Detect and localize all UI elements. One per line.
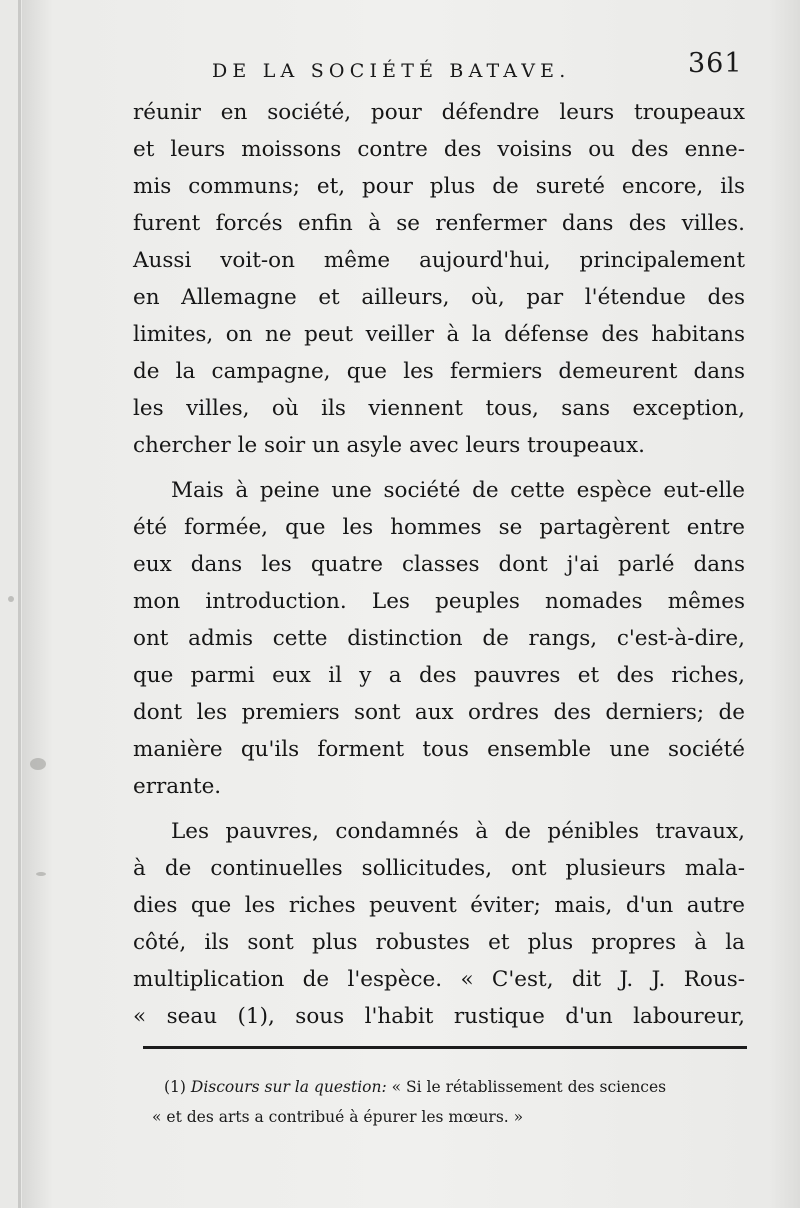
text-line: furent forcés enfin à se renfermer dans des villes. xyxy=(133,211,745,236)
page-number: 361 xyxy=(688,48,743,79)
running-head: DE LA SOCIÉTÉ BATAVE. xyxy=(212,60,571,82)
ink-smudge xyxy=(36,872,46,876)
text-line: côté, ils sont plus robustes et plus propres à la xyxy=(133,930,745,955)
footnote-rule xyxy=(143,1046,747,1049)
text-line: et leurs moissons contre des voisins ou des enne- xyxy=(133,137,745,162)
paragraph xyxy=(133,94,745,464)
text-line: chercher le soir un asyle avec leurs troupeaux. xyxy=(133,433,645,458)
text-line: limites, on ne peut veiller à la défense des habitans xyxy=(133,322,745,347)
footnote xyxy=(152,1072,754,1132)
footnote-text: « Si le rétablissement des sciences xyxy=(391,1078,667,1096)
text-line: dies que les riches peuvent éviter; mais, d'un autre xyxy=(133,893,745,918)
paragraph xyxy=(133,472,745,805)
text-line: « seau (1), sous l'habit rustique d'un laboureur, xyxy=(133,1004,745,1029)
text-line: multiplication de l'espèce. « C'est, dit J. J. Rous- xyxy=(133,967,745,992)
text-line: manière qu'ils forment tous ensemble une société xyxy=(133,737,745,762)
paragraph-gap xyxy=(133,464,745,472)
footnote-number: (1) xyxy=(164,1078,186,1096)
text-line: les villes, où ils viennent tous, sans exception, xyxy=(133,396,745,421)
text-line: en Allemagne et ailleurs, où, par l'étendue des xyxy=(133,285,745,310)
text-line: Aussi voit-on même aujourd'hui, principalement xyxy=(133,248,745,273)
footnote-line: « et des arts a contribué à épurer les mœurs. » xyxy=(152,1108,524,1126)
text-line: réunir en société, pour défendre leurs troupeaux xyxy=(133,100,745,125)
text-line: mis communs; et, pour plus de sureté encore, ils xyxy=(133,174,745,199)
paragraph xyxy=(133,813,745,1035)
text-line: Les pauvres, condamnés à de pénibles travaux, xyxy=(171,819,745,844)
text-line: Mais à peine une société de cette espèce eut-elle xyxy=(171,478,745,503)
ink-smudge xyxy=(8,596,14,602)
text-line: de la campagne, que les fermiers demeurent dans xyxy=(133,359,745,384)
text-line: été formée, que les hommes se partagèrent entre xyxy=(133,515,745,540)
page-header xyxy=(212,48,752,88)
footnote-title: Discours sur la question: xyxy=(190,1078,387,1096)
text-line: errante. xyxy=(133,774,222,799)
footnote-line xyxy=(164,1072,754,1102)
ink-smudge xyxy=(30,758,46,770)
text-line: à de continuelles sollicitudes, ont plusieurs mala- xyxy=(133,856,745,881)
page-edge xyxy=(18,0,21,1208)
text-line: mon introduction. Les peuples nomades mêmes xyxy=(133,589,745,614)
text-line: que parmi eux il y a des pauvres et des riches, xyxy=(133,663,745,688)
paragraph-gap xyxy=(133,805,745,813)
text-line: dont les premiers sont aux ordres des derniers; de xyxy=(133,700,745,725)
text-line: eux dans les quatre classes dont j'ai parlé dans xyxy=(133,552,745,577)
body-text xyxy=(133,94,745,1035)
text-line: ont admis cette distinction de rangs, c'est-à-dire, xyxy=(133,626,745,651)
